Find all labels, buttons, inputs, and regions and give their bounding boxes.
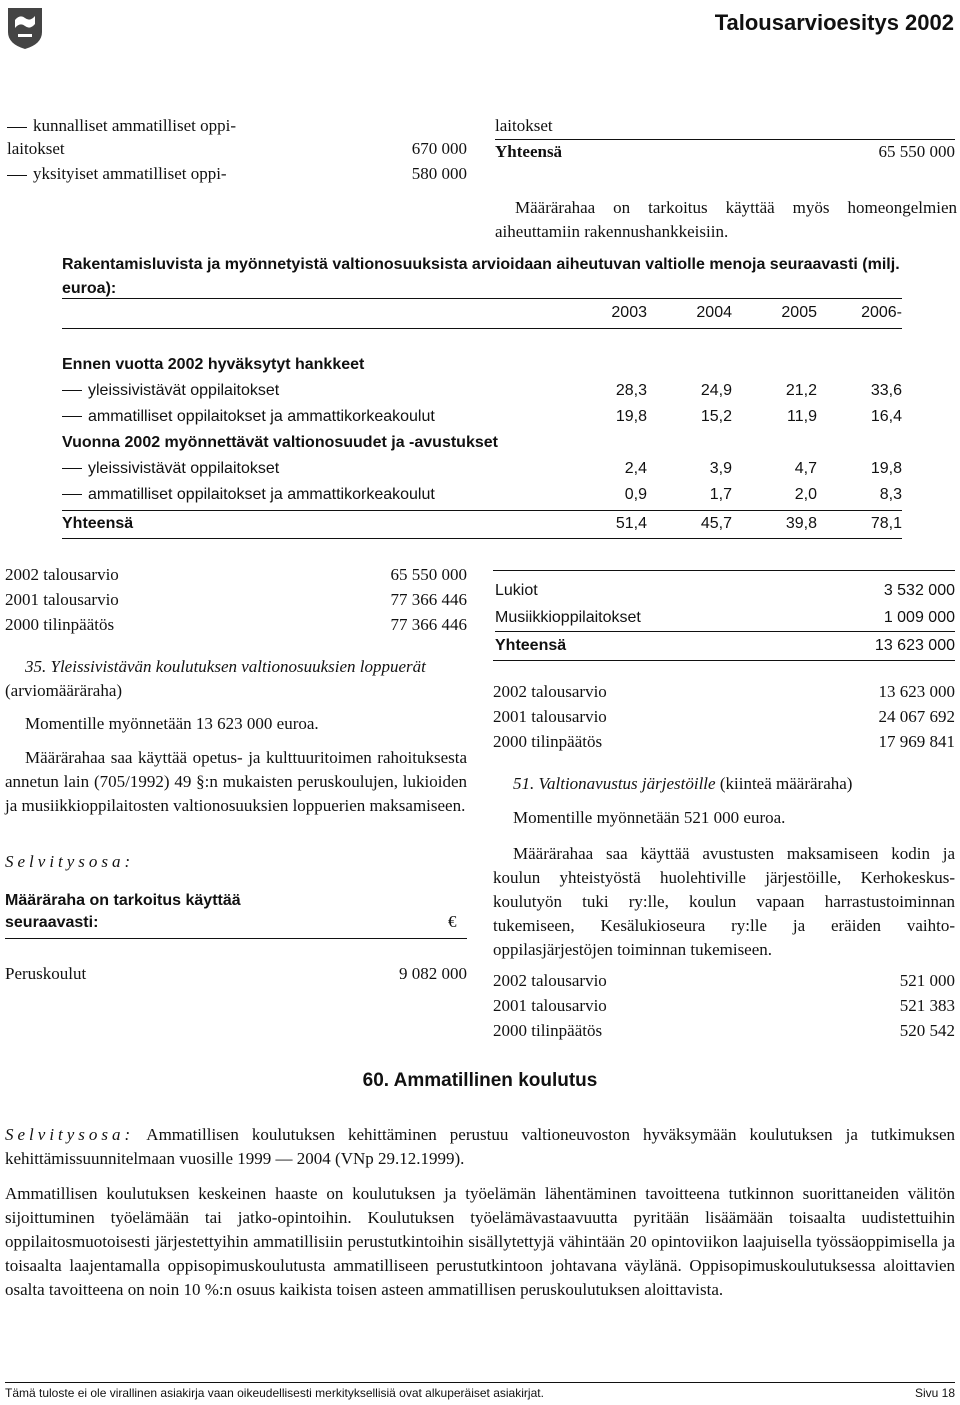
coat-of-arms-logo <box>6 6 44 50</box>
table-row: ammatilliset oppilaitokset ja ammattikorkeakoulut 19,8 15,2 11,9 16,4 <box>62 404 902 430</box>
section-60-paragraph: Ammatillisen koulutuksen keskeinen haaste on koulutuksen ja työelämän lähentäminen tavoitteena tutkinnon suorittaneiden välitön sijoittuminen työelämään tai jatko-opintoihin. Koulutuksen työelämävastaavuutta pyritään lisäämään toisaalta uudistettuihin oppilaitosmuotoisesti järjestettyihin ammatillisiin perustutkintoihin sisällytettyjä vähintään 20 opintoviikon laajuisella työssäoppimisella ja toisaalta laajentamalla oppisopimuskoulutusta ammatilliseen perustutkintoon johtavana väylänä. Oppisopimuskoulutuksessa aloittavien osalta tavoitteena on noin 10 %:n osuus kaikista toisen asteen ammatillisen peruskoulutuksen aloittavista. <box>5 1184 955 1299</box>
table-row: yleissivistävät oppilaitokset 2,4 3,9 4,7 19,8 <box>62 456 902 482</box>
alloc-table <box>495 577 955 659</box>
list-item: kunnalliset ammatilliset oppi- <box>7 116 467 139</box>
top-right-list <box>495 116 955 166</box>
costs-table-body <box>62 352 902 508</box>
footer-disclaimer: Tämä tuloste ei ole virallinen asiakirja vaan oikeudellisesti merkityksellisiä ovat alkuperäiset asiakirjat. <box>5 1386 544 1400</box>
item-51-heading: 51. Valtionavustus järjestöille (kiinteä määräraha) <box>513 774 853 793</box>
list-item: laitokset <box>495 116 553 135</box>
list-item: yksityiset ammatilliset oppi- 580 000 <box>7 164 467 189</box>
list-item: 2001 talousarvio 521 383 <box>493 996 955 1015</box>
list-item: 2002 talousarvio 521 000 <box>493 971 955 990</box>
list-item: 2000 tilinpäätös 520 542 <box>493 1021 955 1040</box>
section-heading: Vuonna 2002 myönnettävät valtionosuudet ja -avustukset <box>62 434 498 451</box>
table-header: 2003 2004 2005 2006- <box>611 304 902 321</box>
total-row: Yhteensä 65 550 000 <box>495 139 955 166</box>
list-item: 2002 talousarvio 13 623 000 <box>493 682 955 701</box>
item-51-text: Määrärahaa saa käyttää avustusten maksamiseen kodin ja koulun yhteistyöstä huolehtiville järjestöille, Kerhokeskus-koulutyön tuki ry:lle, koulun vapaan harrastustoiminnan tukemiseen, Kesälukioseura ry:lle ja eräiden vaihto-oppilasjärjestöjen toiminnan tukemiseen. <box>493 844 955 959</box>
item-35-grant: Momentille myönnetään 13 623 000 euroa. <box>25 714 319 733</box>
right-budget-list <box>493 682 955 757</box>
table-row: ammatilliset oppilaitokset ja ammattikorkeakoulut 0,9 1,7 2,0 8,3 <box>62 482 902 508</box>
top-left-list <box>7 116 467 189</box>
table-row: Lukiot 3 532 000 <box>495 581 955 599</box>
item-35-heading: 35. Yleissivistävän koulutuksen valtionosuuksien loppuerät (arviomääräraha) <box>5 657 426 700</box>
costs-table <box>62 300 902 326</box>
list-item: 2002 talousarvio 65 550 000 <box>5 565 467 584</box>
section-60-heading: 60. Ammatillinen koulutus <box>362 1070 598 1091</box>
page-number: Sivu 18 <box>914 1386 955 1400</box>
list-item: Peruskoulut 9 082 000 <box>5 964 467 983</box>
list-item: 2001 talousarvio 24 067 692 <box>493 707 955 726</box>
explain-label: Selvitysosa: <box>5 852 135 871</box>
section-60-explain: Selvitysosa: Ammatillisen koulutuksen kehittäminen perustuu valtioneuvoston hyväksymään koulutuksen ja tutkimuksen kehittämissuunnitelmaan vuosille 1999 — 2004 (VNp 29.12.1999). <box>5 1125 955 1168</box>
table-row: yleissivistävät oppilaitokset 28,3 24,9 21,2 33,6 <box>62 378 902 404</box>
left-budget-list <box>5 565 467 640</box>
section-heading: Ennen vuotta 2002 hyväksytyt hankkeet <box>62 356 365 373</box>
total-row: Yhteensä 51,4 45,7 39,8 78,1 <box>62 515 902 532</box>
list-item: laitokset 670 000 <box>7 139 467 158</box>
document-title: Talousarvioesitys 2002 <box>714 10 954 35</box>
item-51-grant: Momentille myönnetään 521 000 euroa. <box>513 808 786 827</box>
costs-table-total <box>62 511 902 537</box>
table-row: Musiikkioppilaitokset 1 009 000 <box>495 608 955 626</box>
total-row: Yhteensä 13 623 000 <box>495 631 955 659</box>
list-item: 2001 talousarvio 77 366 446 <box>5 590 467 609</box>
usage-title: Määräraha on tarkoitus käyttää seuraavasti: <box>5 892 241 931</box>
list-item: 2000 tilinpäätös 77 366 446 <box>5 615 467 634</box>
item-35-text: Määrärahaa saa käyttää opetus- ja kulttuuritoimen rahoituksesta annetun lain (705/1992) 49 §:n mukaisten peruskoulujen, lukioiden ja musiikkioppilaitosten valtionosuuksien loppuerien maksamiseen. <box>5 748 467 815</box>
list-item: 2000 tilinpäätös 17 969 841 <box>493 732 955 751</box>
top-right-note: Määrärahaa on tarkoitus käyttää myös homeongelmien aiheuttamiin rakennushankkeisiin. <box>495 198 957 241</box>
right-budget-list-2 <box>493 971 955 1046</box>
currency-label: € <box>448 912 457 931</box>
intro-text: Rakentamisluvista ja myönnetyistä valtionosuuksista arvioidaan aiheutuvan valtiolle menoja seuraavasti (milj. euroa): <box>62 256 900 297</box>
